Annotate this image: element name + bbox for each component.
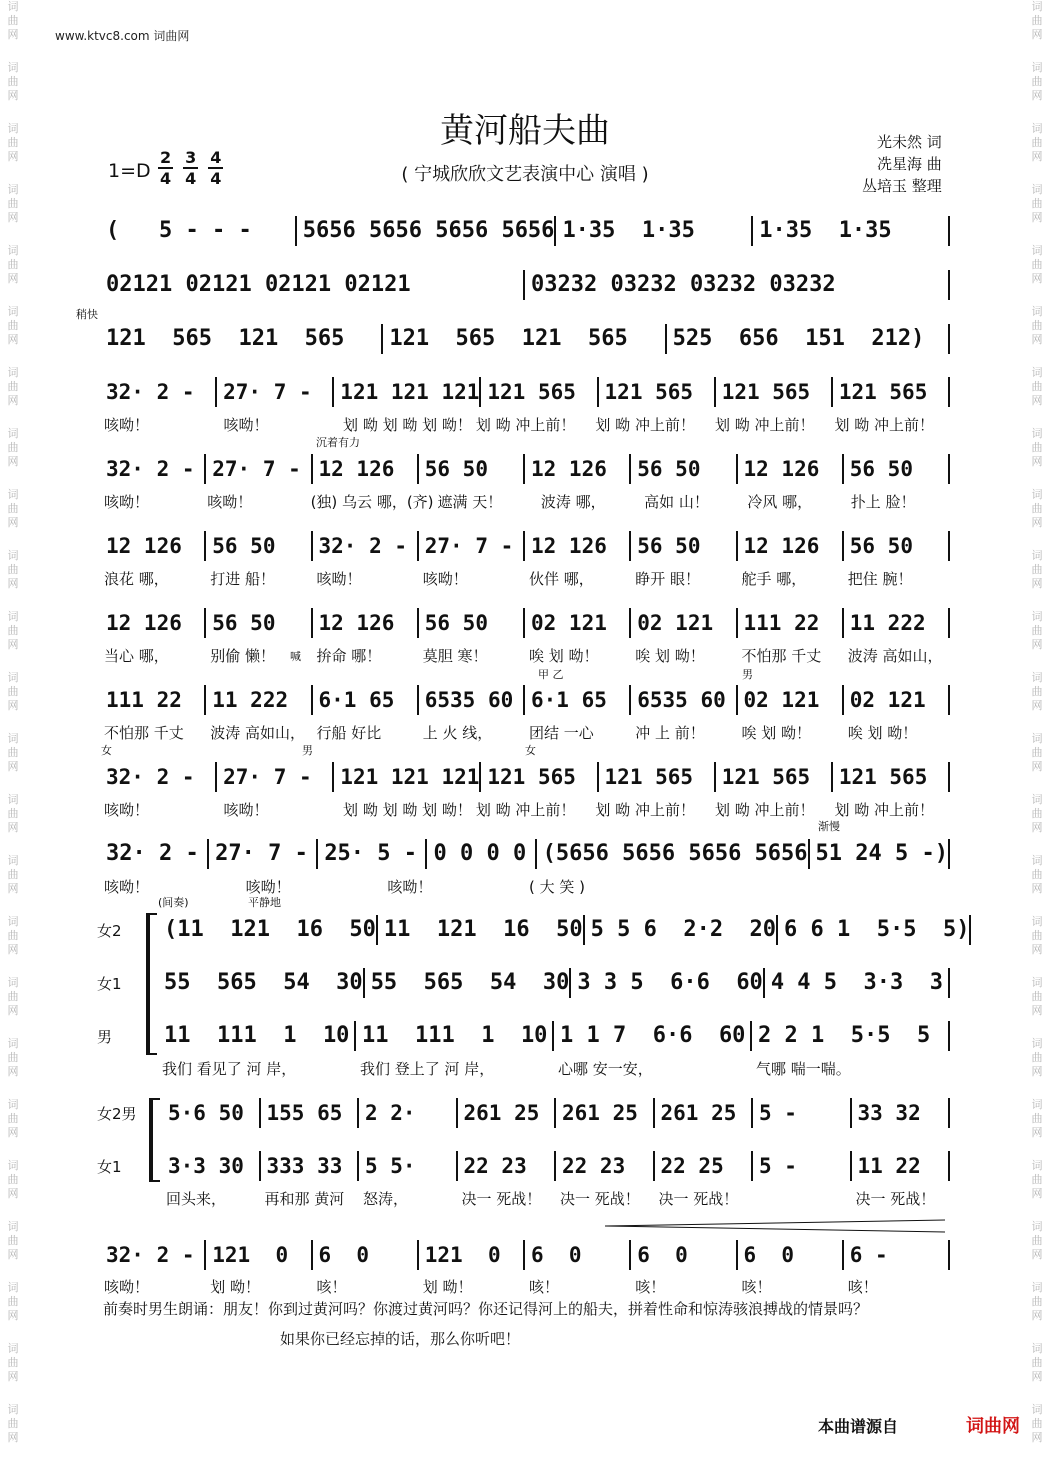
measure: 32· 2 -	[100, 454, 206, 484]
measure: 6535 60	[631, 685, 737, 715]
narration-line-2: 如果你已经忘掉的话，那么你听吧！	[280, 1330, 521, 1348]
lyric: 高如 山！	[644, 493, 709, 511]
crescendo-hairpin	[605, 1219, 945, 1233]
measure: 121 121 121	[334, 377, 481, 407]
watermark-text: 词 曲 网	[1031, 366, 1043, 407]
measure: 5 -	[753, 1151, 852, 1181]
lyric: 划 呦！	[210, 1278, 261, 1296]
measure: 6 0	[525, 1240, 631, 1270]
lyric: ( 大 笑 )	[529, 878, 586, 896]
measure: 111 22	[100, 685, 206, 715]
lyric: 划 呦 划 呦 划 呦！	[343, 416, 472, 434]
lyric: 波涛 哪，	[540, 493, 606, 511]
lyric: 划 呦 冲上前！	[714, 801, 815, 819]
lyric: 别偷 懒！	[210, 647, 276, 665]
watermark-text: 词 曲 网	[7, 1220, 19, 1261]
watermark-text: 词 曲 网	[7, 0, 19, 41]
lyric: 唉 划 呦！	[741, 724, 812, 742]
lyric: 决一 死战！	[560, 1190, 640, 1208]
score-system-notes	[100, 529, 950, 563]
lyric: 咳呦！	[104, 801, 150, 819]
measure: 25· 5 -	[318, 839, 427, 869]
lyric: 划 呦！	[422, 1278, 473, 1296]
measure: 27· 7 -	[206, 454, 312, 484]
lyric: 咳！	[316, 1278, 347, 1296]
measure: 121 565	[481, 762, 598, 792]
watermark-text: 词 曲 网	[1031, 61, 1043, 102]
score-system-lyrics	[100, 645, 950, 667]
measure: 121 565	[716, 762, 833, 792]
score-system-notes	[100, 760, 950, 794]
measure: 03232 03232 03232 03232	[525, 270, 950, 300]
lyric: 浪花 哪，	[104, 570, 169, 588]
measure: 121 565	[833, 377, 950, 407]
watermark-text: 词 曲 网	[7, 1342, 19, 1383]
measure: 12 126	[738, 531, 844, 561]
measure: 121 565	[599, 377, 716, 407]
shout-mark: 喊	[290, 650, 301, 663]
watermark-text: 词 曲 网	[7, 305, 19, 346]
watermark-text: 词 曲 网	[1031, 244, 1043, 285]
watermark-text: 词 曲 网	[7, 488, 19, 529]
measure: 11 22	[852, 1151, 951, 1181]
watermark-text: 词 曲 网	[1031, 1037, 1043, 1078]
choir-part-notes	[158, 966, 950, 1000]
watermark-text: 词 曲 网	[7, 793, 19, 834]
lyric: 咳！	[529, 1278, 560, 1296]
watermark-text: 词 曲 网	[7, 1159, 19, 1200]
measure: 12 126	[525, 454, 631, 484]
watermark-text: 词 曲 网	[7, 1098, 19, 1139]
lyric: 行船 好比	[316, 724, 382, 742]
lyric: 遮满 天！	[437, 493, 503, 511]
measure: 12 126	[313, 454, 419, 484]
lyric: 团结 一心	[529, 724, 594, 742]
lyric: 气哪 喘一喘。	[756, 1060, 851, 1078]
voice-part-label: 女2男	[97, 1105, 137, 1123]
measure: ( 5 - - -	[100, 216, 297, 246]
lyric: 睁开 眼！	[635, 570, 701, 588]
measure: 5·6 50	[162, 1098, 261, 1128]
expression-mark-pingjing: 平静地	[248, 896, 281, 909]
tempo-mark-shaokuai: 稍快	[76, 308, 98, 321]
measure: 1·35 1·35	[753, 216, 950, 246]
lyric: 我们 登上了 河 岸，	[360, 1060, 495, 1078]
watermark-text: 词 曲 网	[7, 244, 19, 285]
score-system-notes	[100, 683, 950, 717]
lyric: 上 火 线，	[422, 724, 493, 742]
final-system-lyrics	[100, 1276, 950, 1298]
score-system-lyrics	[100, 722, 950, 744]
voice-part-label: 男	[97, 1028, 113, 1046]
measure: 261 25	[655, 1098, 754, 1128]
lyric: 我们 看见了 河 岸，	[162, 1060, 297, 1078]
lyric: 决一 死战！	[658, 1190, 739, 1208]
watermark-text: 词 曲 网	[7, 183, 19, 224]
measure: 12 126	[100, 608, 206, 638]
time-signature: $\frac{3}{4}$	[185, 148, 197, 188]
measure: 5 -	[753, 1098, 852, 1128]
measure: 11 222	[206, 685, 312, 715]
lyric: 唉 划 呦！	[635, 647, 705, 665]
lyric: 咳呦！	[223, 801, 269, 819]
lyric: 莫胆 寒！	[422, 647, 488, 665]
measure: 1·35 1·35	[556, 216, 753, 246]
measure: 02121 02121 02121 02121	[100, 270, 525, 300]
site-url: www.ktvc8.com 词曲网	[55, 29, 190, 43]
measure: 121 565 121 565	[100, 324, 383, 354]
lyric: 咳呦！	[422, 570, 468, 588]
lyric: 决一 死战！	[461, 1190, 542, 1208]
tempo-mark-jianman: 渐慢	[818, 820, 840, 833]
measure: 32· 2 -	[100, 377, 217, 407]
measure: 5656 5656 5656 5656	[297, 216, 557, 246]
measure: 22 25	[655, 1151, 754, 1181]
lyric: 咳！	[741, 1278, 772, 1296]
lyric: 划 呦 划 呦 划 呦！	[343, 801, 472, 819]
lyric: 咳呦！	[104, 416, 150, 434]
measure: 27· 7 -	[217, 762, 334, 792]
lyric	[753, 1188, 852, 1210]
lyric: 当心 哪，	[104, 647, 169, 665]
measure: 121 565	[599, 762, 716, 792]
measure: 11 121 16 50	[378, 915, 585, 945]
lyric: 拚命 哪！	[316, 647, 382, 665]
lyric: 咳呦！	[316, 570, 362, 588]
measure: 121 0	[206, 1240, 312, 1270]
watermark-text: 词 曲 网	[1031, 0, 1043, 41]
lyric: 把住 腕！	[847, 570, 913, 588]
lyric: 咳呦！	[245, 878, 291, 896]
measure: 0 0 0 0	[427, 839, 536, 869]
measure: 56 50	[631, 531, 737, 561]
measure: 55 565 54 30	[365, 968, 572, 998]
watermark-text: 词 曲 网	[1031, 427, 1043, 468]
watermark-text: 词 曲 网	[1031, 671, 1043, 712]
watermark-text: 词 曲 网	[7, 610, 19, 651]
measure: 56 50	[206, 608, 312, 638]
lyric: 再和那 黄河	[264, 1190, 345, 1208]
measure: 2 2·	[359, 1098, 458, 1128]
measure: 3·3 30	[162, 1151, 261, 1181]
score-system-notes	[100, 375, 950, 409]
watermark-text: 词 曲 网	[7, 61, 19, 102]
lyric: 划 呦 冲上前！	[834, 416, 935, 434]
footer-source: 本曲谱源自	[818, 1417, 899, 1436]
lyric: 划 呦 冲上前！	[714, 416, 815, 434]
lyric: 唉 划 呦！	[847, 724, 918, 742]
measure: 12 126	[525, 531, 631, 561]
narration-line-1: 前奏时男生朗诵：朋友！你到过黄河吗？你渡过黄河吗？你还记得河上的船夫，拼着性命和惊涛骇浪搏战的情景吗？	[103, 1300, 869, 1318]
watermark-text: 词 曲 网	[1031, 1159, 1043, 1200]
measure: 4 4 5 3·3 3	[765, 968, 950, 998]
measure: 121 0	[419, 1240, 525, 1270]
time-signature: $\frac{4}{4}$	[210, 148, 222, 188]
lyric: 回头来，	[166, 1190, 227, 1208]
lyric: 划 呦 冲上前！	[834, 801, 935, 819]
lyric: 唉 划 呦！	[529, 647, 599, 665]
measure: 02 121	[738, 685, 844, 715]
watermark-text: 词 曲 网	[1031, 183, 1043, 224]
system-brace	[149, 1098, 160, 1182]
score-system-notes	[100, 322, 950, 356]
watermark-text: 词 曲 网	[1031, 549, 1043, 590]
measure: 5 5 6 2·2 20	[585, 915, 778, 945]
measure: 5 5·	[359, 1151, 458, 1181]
song-title: 黄河船夫曲	[440, 111, 610, 151]
lyric: 不怕那 千丈	[741, 647, 822, 665]
lyric: (独) 乌云 哪，(齐)	[310, 493, 434, 511]
lyric: 波涛 高如山，	[847, 647, 943, 665]
watermark-text: 词 曲 网	[7, 854, 19, 895]
lyric: 决一 死战！	[855, 1190, 936, 1208]
lyric: 冷风 哪，	[747, 493, 813, 511]
measure: 51 24 5 -)	[810, 839, 950, 869]
lyric: 舵手 哪，	[741, 570, 807, 588]
measure: 3 3 5 6·6 60	[571, 968, 764, 998]
voice-part-label: 女1	[97, 975, 122, 993]
score-system-lyrics	[100, 491, 950, 513]
watermark-text: 词 曲 网	[7, 366, 19, 407]
score-system-notes	[100, 268, 950, 302]
watermark-text: 词 曲 网	[7, 671, 19, 712]
lyric: 咳呦！	[207, 493, 253, 511]
interlude-mark: (间奏)	[158, 896, 189, 909]
watermark-text: 词 曲 网	[1031, 1342, 1043, 1383]
measure: 525 656 151 212)	[667, 324, 950, 354]
measure: 11 111 1 10	[356, 1021, 554, 1051]
lyric: 咳！	[847, 1278, 878, 1296]
voice-part-label: 女1	[97, 1158, 122, 1176]
lyric: 波涛 高如山，	[210, 724, 306, 742]
measure: 56 50	[206, 531, 312, 561]
measure: 155 65	[261, 1098, 360, 1128]
watermark-text: 词 曲 网	[1031, 488, 1043, 529]
measure: 121 565 121 565	[383, 324, 666, 354]
measure: 121 565	[833, 762, 950, 792]
measure: (5656 5656 5656 5656	[537, 839, 810, 869]
measure: 02 121	[631, 608, 737, 638]
voice-mark-male: 男	[742, 668, 753, 681]
final-system-notes	[100, 1238, 950, 1272]
score-system-notes	[100, 214, 950, 248]
lyric: 咳呦！	[104, 1278, 150, 1296]
choir-lyrics	[162, 1188, 950, 1210]
watermark-text: 词 曲 网	[7, 1281, 19, 1322]
measure: 22 23	[556, 1151, 655, 1181]
watermark-text: 词 曲 网	[1031, 1220, 1043, 1261]
measure: 32· 2 -	[100, 1240, 206, 1270]
measure: 56 50	[844, 531, 950, 561]
measure: 02 121	[844, 685, 950, 715]
measure: 27· 7 -	[209, 839, 318, 869]
watermark-text: 词 曲 网	[7, 549, 19, 590]
lyric: 咳呦！	[387, 878, 433, 896]
watermark-text: 词 曲 网	[7, 1403, 19, 1444]
lyric: 怒涛，	[363, 1190, 409, 1208]
measure: (11 121 16 50	[158, 915, 378, 945]
watermark-text: 词 曲 网	[1031, 976, 1043, 1017]
measure: 32· 2 -	[100, 762, 217, 792]
measure: 1 1 7 6·6 60	[554, 1021, 752, 1051]
score-system-notes	[100, 452, 950, 486]
arranger-credit: 丛培玉 整理	[862, 177, 942, 195]
measure: 12 126	[100, 531, 206, 561]
watermark-text: 词 曲 网	[1031, 305, 1043, 346]
credits	[862, 131, 942, 197]
measure: 56 50	[419, 454, 525, 484]
watermark-text: 词 曲 网	[1031, 1403, 1043, 1444]
composer-credit: 冼星海 曲	[877, 155, 942, 173]
watermark-text: 词 曲 网	[7, 427, 19, 468]
measure: 6 0	[313, 1240, 419, 1270]
measure: 261 25	[458, 1098, 557, 1128]
measure: 121 565	[481, 377, 598, 407]
score-system-lyrics	[100, 876, 950, 898]
measure: 55 565 54 30	[158, 968, 365, 998]
watermark-text: 词 曲 网	[7, 732, 19, 773]
voice-mark-female: 女	[101, 744, 112, 757]
watermark-text: 词 曲 网	[7, 915, 19, 956]
measure: 6·1 65	[525, 685, 631, 715]
watermark-text: 词 曲 网	[1031, 1281, 1043, 1322]
voice-mark-jia-yi: 甲 乙	[538, 668, 564, 681]
measure: 6·1 65	[313, 685, 419, 715]
lyric: 划 呦 冲上前！	[475, 801, 576, 819]
watermark-text: 词 曲 网	[1031, 854, 1043, 895]
score-system-notes	[100, 606, 950, 640]
choir-lyrics	[158, 1058, 950, 1080]
measure: 2 2 1 5·5 5	[752, 1021, 950, 1051]
watermark-text: 词 曲 网	[7, 1037, 19, 1078]
lyric: 冲 上 前！	[635, 724, 705, 742]
measure: 27· 7 -	[217, 377, 334, 407]
score-system-lyrics	[100, 568, 950, 590]
watermark-text: 词 曲 网	[1031, 1098, 1043, 1139]
measure: 6 0	[631, 1240, 737, 1270]
measure: 02 121	[525, 608, 631, 638]
lyric: 咳！	[635, 1278, 666, 1296]
watermark-text: 词 曲 网	[1031, 732, 1043, 773]
watermark-text: 词 曲 网	[1031, 122, 1043, 163]
measure: 6 -	[844, 1240, 950, 1270]
watermark-text: 词 曲 网	[1031, 915, 1043, 956]
measure: 6 6 1 5·5 5)	[778, 915, 971, 945]
lyric: 划 呦 冲上前！	[475, 416, 576, 434]
choir-part-notes	[162, 1096, 950, 1130]
choir-part-notes	[158, 913, 970, 947]
lyric: 不怕那 千丈	[104, 724, 184, 742]
measure: 333 33	[261, 1151, 360, 1181]
lyric: 划 呦 冲上前！	[595, 416, 695, 434]
watermark-text: 词 曲 网	[7, 122, 19, 163]
measure: 56 50	[844, 454, 950, 484]
performer-subtitle: ( 宁城欣欣文艺表演中心 演唱 )	[401, 164, 649, 185]
score-system-lyrics	[100, 414, 950, 436]
measure: 121 121 121	[334, 762, 481, 792]
lyric	[667, 876, 809, 898]
measure: 111 22	[738, 608, 844, 638]
measure: 261 25	[556, 1098, 655, 1128]
measure: 121 565	[716, 377, 833, 407]
watermark-left	[2, 0, 24, 1465]
key-signature: 1=D	[108, 160, 151, 182]
choir-part-notes	[158, 1019, 950, 1053]
lyric: 心哪 安一安，	[558, 1060, 653, 1078]
score-system-lyrics	[100, 799, 950, 821]
time-signatures	[158, 148, 223, 188]
measure: 56 50	[419, 608, 525, 638]
lyric: 划 呦 冲上前！	[595, 801, 695, 819]
voice-mark-male: 男	[302, 744, 313, 757]
lyricist-credit: 光未然 词	[877, 133, 942, 151]
lyric: 伙伴 哪，	[529, 570, 594, 588]
choir-part-notes	[162, 1149, 950, 1183]
time-signature: $\frac{2}{4}$	[160, 148, 172, 188]
measure: 6 0	[738, 1240, 844, 1270]
lyric: 咳呦！	[223, 416, 269, 434]
score-system-notes	[100, 837, 950, 871]
measure: 32· 2 -	[100, 839, 209, 869]
watermark-text: 词 曲 网	[7, 976, 19, 1017]
watermark-text: 词 曲 网	[1031, 793, 1043, 834]
measure: 11 222	[844, 608, 950, 638]
measure: 12 126	[738, 454, 844, 484]
measure: 12 126	[313, 608, 419, 638]
voice-part-label: 女2	[97, 922, 122, 940]
measure: 56 50	[631, 454, 737, 484]
measure: 32· 2 -	[313, 531, 419, 561]
voice-mark-female: 女	[525, 744, 536, 757]
lyric: 打进 船！	[210, 570, 276, 588]
watermark-right	[1026, 0, 1048, 1465]
lyric: 扑上 脸！	[850, 493, 916, 511]
measure: 27· 7 -	[419, 531, 525, 561]
measure: 33 32	[852, 1098, 951, 1128]
footer-brand: 词曲网	[966, 1416, 1020, 1437]
measure: 6535 60	[419, 685, 525, 715]
lyric	[808, 876, 950, 898]
system-brace	[146, 913, 157, 1055]
lyric: 咳呦！	[104, 493, 150, 511]
measure: 22 23	[458, 1151, 557, 1181]
watermark-text: 词 曲 网	[1031, 610, 1043, 651]
lyric: 咳呦！	[104, 878, 150, 896]
expression-mark: 沉着有力	[316, 436, 360, 449]
measure: 11 111 1 10	[158, 1021, 356, 1051]
